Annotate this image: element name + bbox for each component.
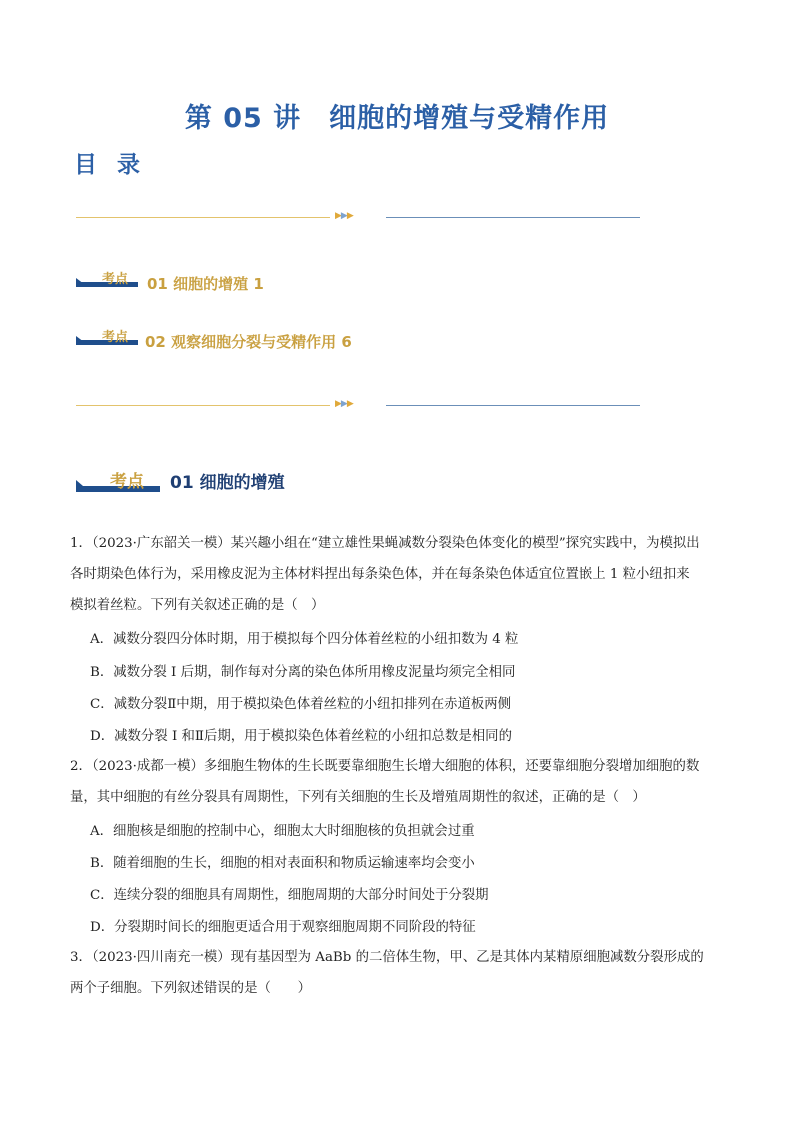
- toc-badge-2: 考点: [76, 328, 138, 346]
- question-stem-line: 3．（2023·四川南充一模）现有基因型为 AaBb 的二倍体生物，甲、乙是其体内某精原细胞减数分裂形成的: [70, 950, 704, 965]
- toc-item-2[interactable]: 02 观察细胞分裂与受精作用 6: [145, 333, 352, 351]
- question-2-option-d: D．分裂期时间长的细胞更适合用于观察细胞周期不同阶段的特征: [90, 920, 476, 935]
- toc-heading: 目 录: [74, 152, 147, 178]
- question-2-option-a: A．细胞核是细胞的控制中心，细胞太大时细胞核的负担就会过重: [90, 824, 475, 839]
- question-1-option-a: A．减数分裂四分体时期，用于模拟每个四分体着丝粒的小纽扣数为 4 粒: [90, 632, 519, 647]
- question-1: [70, 528, 730, 621]
- question-stem-line: 模拟着丝粒。下列有关叙述正确的是（ ）: [70, 598, 325, 613]
- question-2-option-c: C．连续分裂的细胞具有周期性，细胞周期的大部分时间处于分裂期: [90, 888, 489, 903]
- question-stem-line: 1．（2023·广东韶关一模）某兴趣小组在“建立雄性果蝇减数分裂染色体变化的模型”探究实践中，为模拟出: [70, 536, 700, 551]
- question-stem-line: 2．（2023·成都一模）多细胞生物体的生长既要靠细胞生长增大细胞的体积，还要靠细胞分裂增加细胞的数: [70, 759, 700, 774]
- question-1-option-d: D．减数分裂 I 和Ⅱ后期，用于模拟染色体着丝粒的小纽扣总数是相同的: [90, 729, 512, 744]
- question-2-option-b: B．随着细胞的生长，细胞的相对表面积和物质运输速率均会变小: [90, 856, 475, 871]
- question-1-option-b: B．减数分裂 I 后期，制作每对分离的染色体所用橡皮泥量均须完全相同: [90, 665, 516, 680]
- question-stem-line: 各时期染色体行为，采用橡皮泥为主体材料捏出每条染色体，并在每条染色体适宜位置嵌上 1 粒小纽扣来: [70, 567, 690, 582]
- page-title: 第 05 讲 细胞的增殖与受精作用: [184, 103, 610, 134]
- section-badge: 考点: [76, 470, 160, 492]
- divider-bottom: [76, 400, 640, 412]
- toc-badge-1: 考点: [76, 270, 138, 288]
- divider-top: [76, 212, 640, 224]
- section-title: 01 细胞的增殖: [170, 473, 285, 493]
- question-stem-line: 两个子细胞。下列叙述错误的是（ ）: [70, 981, 312, 996]
- toc-item-1[interactable]: 01 细胞的增殖 1: [147, 275, 264, 293]
- question-stem-line: 量，其中细胞的有丝分裂具有周期性，下列有关细胞的生长及增殖周期性的叙述，正确的是（ ）: [70, 790, 646, 805]
- arrow-icon: ▶▶▶: [335, 399, 353, 409]
- question-1-option-c: C．减数分裂Ⅱ中期，用于模拟染色体着丝粒的小纽扣排列在赤道板两侧: [90, 697, 512, 712]
- arrow-icon: ▶▶▶: [335, 211, 353, 221]
- question-2: [70, 751, 730, 813]
- question-3: [70, 942, 730, 1004]
